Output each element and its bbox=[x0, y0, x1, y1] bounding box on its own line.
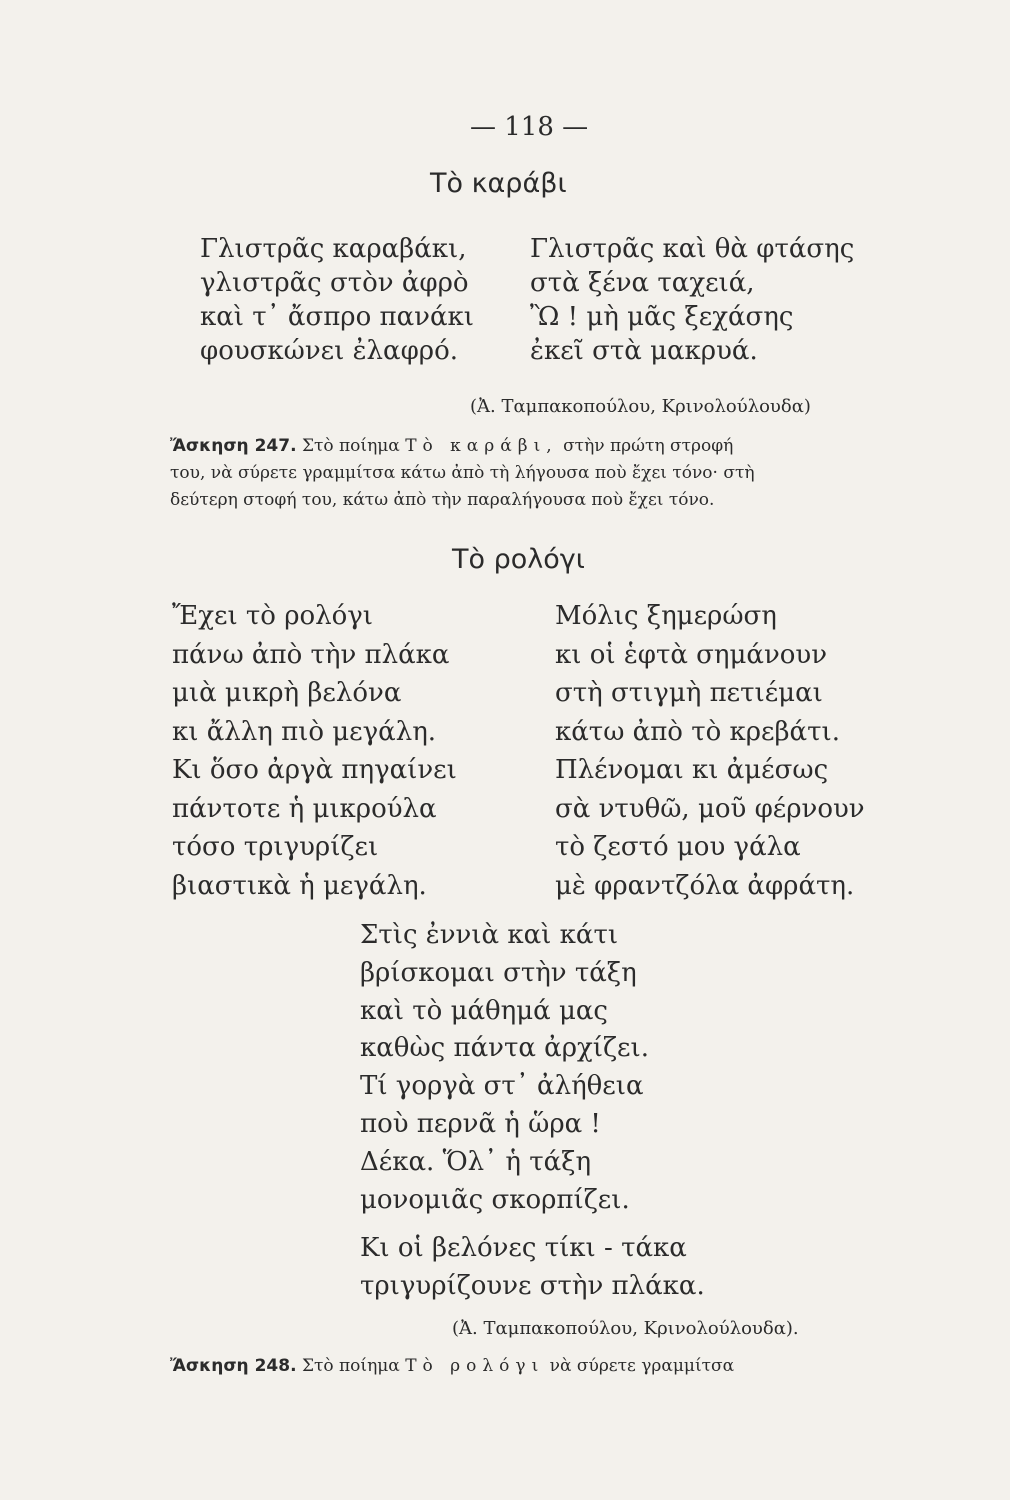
verse-line: στὰ ξένα ταχειά, bbox=[530, 268, 755, 298]
verse-line: σὰ ντυθῶ, μοῦ φέρνουν bbox=[555, 793, 865, 824]
poem1-left-stanza bbox=[200, 232, 474, 368]
exercise-text: στὴν πρώτη στροφή bbox=[563, 436, 734, 456]
verse-line: κάτω ἀπὸ τὸ κρεβάτι. bbox=[555, 716, 840, 747]
verse-line: μονομιᾶς σκορπίζει. bbox=[360, 1184, 630, 1215]
exercise-poem-title: Τὸ καράβι, bbox=[405, 436, 558, 456]
verse-line: τόσο τριγυρίζει bbox=[172, 832, 379, 862]
exercise-247 bbox=[170, 433, 910, 514]
verse-line: Γλιστρᾶς καραβάκι, bbox=[200, 234, 467, 264]
verse-line: Ἔχει τὸ ρολόγι bbox=[172, 601, 374, 631]
verse-line: μὲ φραντζόλα ἀφράτη. bbox=[555, 870, 855, 901]
verse-line: κι οἱ ἑφτὰ σημάνουν bbox=[555, 639, 828, 670]
verse-line: πάνω ἀπὸ τὴν πλάκα bbox=[172, 639, 450, 670]
exercise-248 bbox=[170, 1353, 910, 1380]
verse-line: καθὼς πάντα ἀρχίζει. bbox=[360, 1033, 649, 1064]
verse-line: βιαστικὰ ἡ μεγάλη. bbox=[172, 870, 427, 901]
exercise-line bbox=[170, 433, 910, 460]
verse-line: βρίσκομαι στὴν τάξη bbox=[360, 957, 637, 988]
exercise-text: Στὸ ποίημα bbox=[301, 1356, 400, 1376]
verse-line: Κι ὅσο ἀργὰ πηγαίνει bbox=[172, 755, 457, 785]
poem2-attribution: (Ἀ. Ταμπακοπούλου, Κρινολούλουδα). bbox=[452, 1318, 799, 1339]
verse-line: Δέκα. Ὅλ᾽ ἡ τάξη bbox=[360, 1146, 592, 1177]
verse-line: Γλιστρᾶς καὶ θὰ φτάσης bbox=[530, 234, 855, 264]
verse-line: Στὶς ἐννιὰ καὶ κάτι bbox=[360, 920, 619, 950]
verse-line: Μόλις ξημερώση bbox=[555, 601, 777, 631]
verse-line: καὶ τ᾽ ἄσπρο πανάκι bbox=[200, 302, 474, 332]
page-number: — 118 — bbox=[470, 112, 589, 142]
exercise-line bbox=[170, 1353, 910, 1380]
exercise-label: Ἄσκηση 247. bbox=[170, 436, 297, 456]
exercise-line: δεύτερη στοφή του, κάτω ἀπὸ τὴν παραλήγουσα ποὺ ἔχει τόνο. bbox=[170, 490, 715, 510]
exercise-poem-title: Τὸ ρολόγι bbox=[405, 1356, 545, 1376]
verse-line: γλιστρᾶς στὸν ἀφρὸ bbox=[200, 268, 469, 298]
exercise-text: νὰ σύρετε γραμμίτσα bbox=[549, 1356, 735, 1376]
verse-line: κι ἄλλη πιὸ μεγάλη. bbox=[172, 716, 437, 747]
poem2-closing-couplet bbox=[360, 1230, 705, 1306]
exercise-line: του, νὰ σύρετε γραμμίτσα κάτω ἀπὸ τὴ λήγουσα ποὺ ἔχει τόνο· στὴ bbox=[170, 463, 755, 483]
verse-line: τριγυρίζουνε στὴν πλάκα. bbox=[360, 1270, 705, 1301]
verse-line: τὸ ζεστό μου γάλα bbox=[555, 832, 801, 862]
verse-line: Πλένομαι κι ἀμέσως bbox=[555, 755, 829, 785]
verse-line: πάντοτε ἡ μικρούλα bbox=[172, 793, 437, 824]
verse-line: ἐκεῖ στὰ μακρυά. bbox=[530, 336, 758, 366]
poem1-right-stanza bbox=[530, 232, 854, 368]
verse-line: μιὰ μικρὴ βελόνα bbox=[172, 678, 402, 708]
poem1-attribution: (Ἀ. Ταμπακοπούλου, Κρινολούλουδα) bbox=[470, 396, 811, 417]
verse-line: ποὺ περνᾶ ἡ ὥρα ! bbox=[360, 1108, 601, 1139]
verse-line: φουσκώνει ἐλαφρό. bbox=[200, 336, 458, 366]
poem2-center-stanza bbox=[360, 917, 649, 1219]
verse-line: Κι οἱ βελόνες τίκι - τάκα bbox=[360, 1233, 687, 1263]
poem2-left-stanza bbox=[172, 597, 457, 905]
poem-title-karavi: Τὸ καράβι bbox=[430, 168, 567, 199]
verse-line: καὶ τὸ μάθημά μας bbox=[360, 995, 608, 1026]
poem-title-rologi: Τὸ ρολόγι bbox=[452, 544, 585, 575]
verse-line: Τί γοργὰ στ᾽ ἀλήθεια bbox=[360, 1071, 644, 1102]
verse-line: στὴ στιγμὴ πετιέμαι bbox=[555, 678, 823, 708]
exercise-text: Στὸ ποίημα bbox=[301, 436, 400, 456]
verse-line: Ὢ ! μὴ μᾶς ξεχάσης bbox=[530, 302, 794, 332]
poem2-right-stanza bbox=[555, 597, 865, 905]
exercise-label: Ἄσκηση 248. bbox=[170, 1356, 297, 1376]
